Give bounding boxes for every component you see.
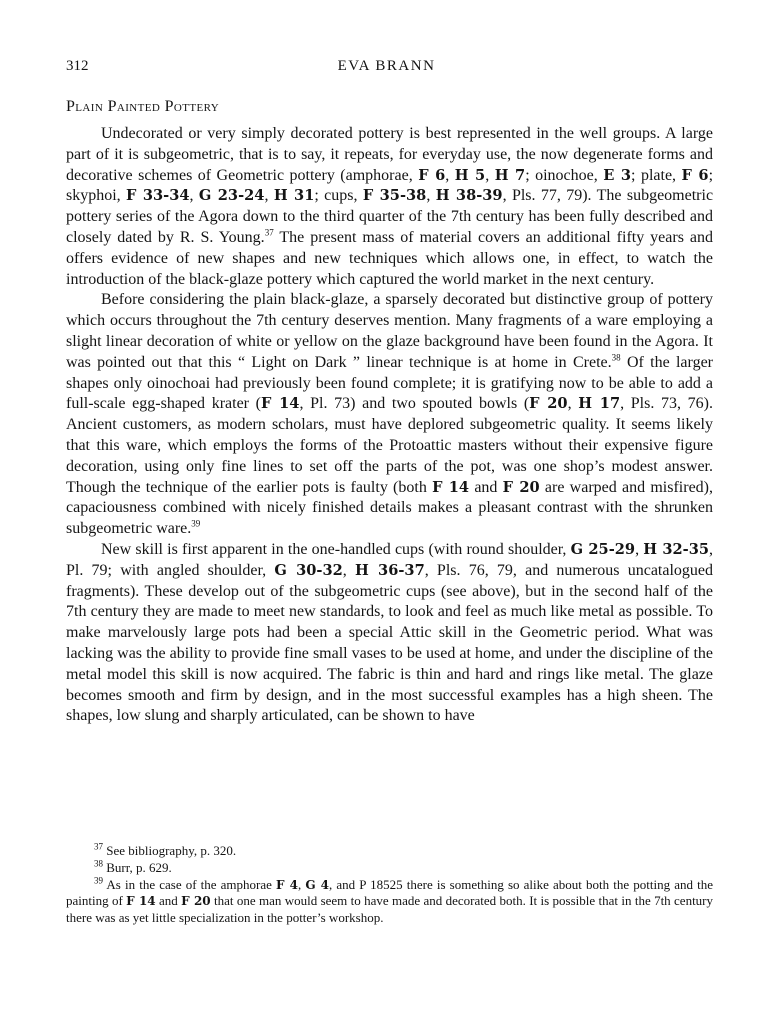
footnote-marker: 38: [94, 858, 103, 869]
catalogue-ref: H 7: [494, 166, 526, 184]
body-text: [66, 124, 713, 727]
text-run: As in the case of the amphorae: [103, 876, 277, 892]
text-run: , and P 18525 there is something so alike about both the potting and the painting of: [66, 876, 713, 909]
text-run: that one man would seem to have made and decorated both. It is possible that in the 7th century there was as yet little specialization in the potter’s workshop.: [66, 893, 714, 926]
text-run: ,: [297, 876, 306, 892]
catalogue-ref: H 5: [454, 166, 486, 184]
text-run: ,: [635, 540, 644, 558]
section-heading: Plain Painted Pottery: [66, 98, 220, 115]
footnote-marker: 37: [264, 227, 274, 238]
footnote-marker: 39: [191, 518, 201, 529]
catalogue-ref: H 38-39: [435, 187, 503, 205]
paragraph: [66, 124, 713, 290]
running-head: [66, 58, 707, 82]
text-run: , Pls. 77, 79). The subgeometric pottery series of the Agora down to the third quarter of the 7th century has been fully described and closely dated by R. S. Young.: [66, 187, 714, 246]
catalogue-ref: F 14: [432, 478, 470, 496]
text-run: ; cups,: [314, 187, 363, 205]
text-run: The present mass of material covers an additional fifty years and offers evidence of new shapes and new techniques which allows one, in effect, to watch the introduction of the black-glaze pottery which captured the world market in the next century.: [66, 228, 713, 288]
text-run: ,: [445, 166, 455, 184]
text-run: ,: [189, 187, 199, 205]
text-run: ; oinochoe,: [525, 166, 604, 184]
text-run: , Pls. 76, 79, and numerous uncatalogued fragments). These develop out of the subgeometric cups (see above), but in the second half of the 7th century they are made to meet new standards, to look and feel as much like metal as possible. To make marvelously large pots had been a special Attic skill in the Geometric period. What was lacking was the ability to provide fine small vases to be used at home, and under the discipline of the metal model this skill is now acquired. The fabric is thin and hard and rings like metal. The glaze becomes smooth and firm by design, and in the most successful examples has a high sheen. The shapes, low slung and sharply articulated, can be shown to have: [66, 561, 714, 725]
text-run: are warped and misfired), capaciousness combined with nicely finished details makes a pleasant contrast with the shrunken subgeometric ware.: [66, 478, 713, 538]
text-run: See bibliography, p. 320.: [103, 843, 237, 858]
catalogue-ref: G 23-24: [198, 187, 265, 205]
text-run: ; skyphoi,: [66, 166, 714, 205]
catalogue-ref: G 30-32: [274, 561, 343, 579]
catalogue-ref: F 33-34: [126, 187, 190, 205]
page-number: 312: [66, 58, 89, 74]
text-run: ,: [567, 395, 579, 413]
text-run: ,: [426, 187, 436, 205]
text-run: ; plate,: [631, 166, 682, 184]
catalogue-ref: F 4: [276, 877, 298, 892]
catalogue-ref: F 6: [681, 166, 709, 184]
text-run: , Pl. 73) and two spouted bowls (: [299, 395, 530, 413]
catalogue-ref: E 3: [603, 166, 632, 184]
text-run: ,: [485, 166, 495, 184]
footnote-marker: 39: [94, 875, 103, 886]
catalogue-ref: H 36-37: [354, 561, 425, 579]
catalogue-ref: F 20: [529, 395, 568, 413]
text-run: New skill is first apparent in the one-handled cups (with round shoulder,: [101, 540, 571, 558]
catalogue-ref: H 17: [578, 395, 621, 413]
catalogue-ref: F 14: [261, 395, 300, 413]
text-run: Before considering the plain black-glaze, a sparsely decorated but distinctive group of pottery which occurs throughout the 7th century deserves mention. Many fragments of a ware employing a slight linear decoration of white or yellow on the glaze background have been found in the Agora. It was pointed out that this “ Light on Dark ” linear technique is at home in Crete.: [66, 291, 713, 371]
running-head-author: EVA BRANN: [337, 58, 436, 74]
footnote: [66, 860, 713, 877]
text-run: and: [155, 893, 182, 909]
catalogue-ref: G 25-29: [570, 540, 636, 558]
text-run: and: [469, 478, 503, 496]
catalogue-ref: G 4: [305, 877, 329, 892]
footnote: [66, 877, 713, 927]
footnotes: [66, 843, 713, 927]
catalogue-ref: F 20: [181, 894, 211, 909]
footnote: [66, 843, 713, 860]
text-run: Undecorated or very simply decorated pottery is best represented in the well groups. A large part of it is subgeometric, that is to say, it repeats, for everyday use, the now degenerate forms and decorative schemes of Geometric pottery (amphorae,: [66, 125, 713, 184]
text-run: Burr, p. 629.: [103, 859, 172, 875]
catalogue-ref: F 14: [126, 894, 156, 909]
text-run: ,: [342, 561, 355, 579]
text-run: , Pl. 79; with angled shoulder,: [66, 540, 714, 579]
catalogue-ref: F 20: [502, 478, 540, 496]
catalogue-ref: H 32-35: [643, 540, 710, 558]
footnote-marker: 37: [94, 841, 103, 852]
text-run: ,: [264, 187, 274, 205]
footnote-marker: 38: [611, 352, 621, 363]
paragraph: [66, 290, 713, 540]
paragraph: [66, 540, 713, 727]
catalogue-ref: F 35-38: [362, 187, 427, 205]
text-run: , Pls. 73, 76). Ancient customers, as modern scholars, must have deplored subgeometric quality. It seems likely that this ware, which employs the forms of the Protoattic masters without their expensive figure decoration, using only fine lines to set off the parts of the pot, was one shop’s modest answer. Though the technique of the earlier pots is faulty (both: [66, 395, 713, 496]
catalogue-ref: H 31: [273, 187, 315, 205]
text-run: Of the larger shapes only oinochoai had previously been found complete; it is gratifying now to be able to add a full-scale egg-shaped krater (: [66, 353, 713, 413]
catalogue-ref: F 6: [418, 166, 446, 184]
